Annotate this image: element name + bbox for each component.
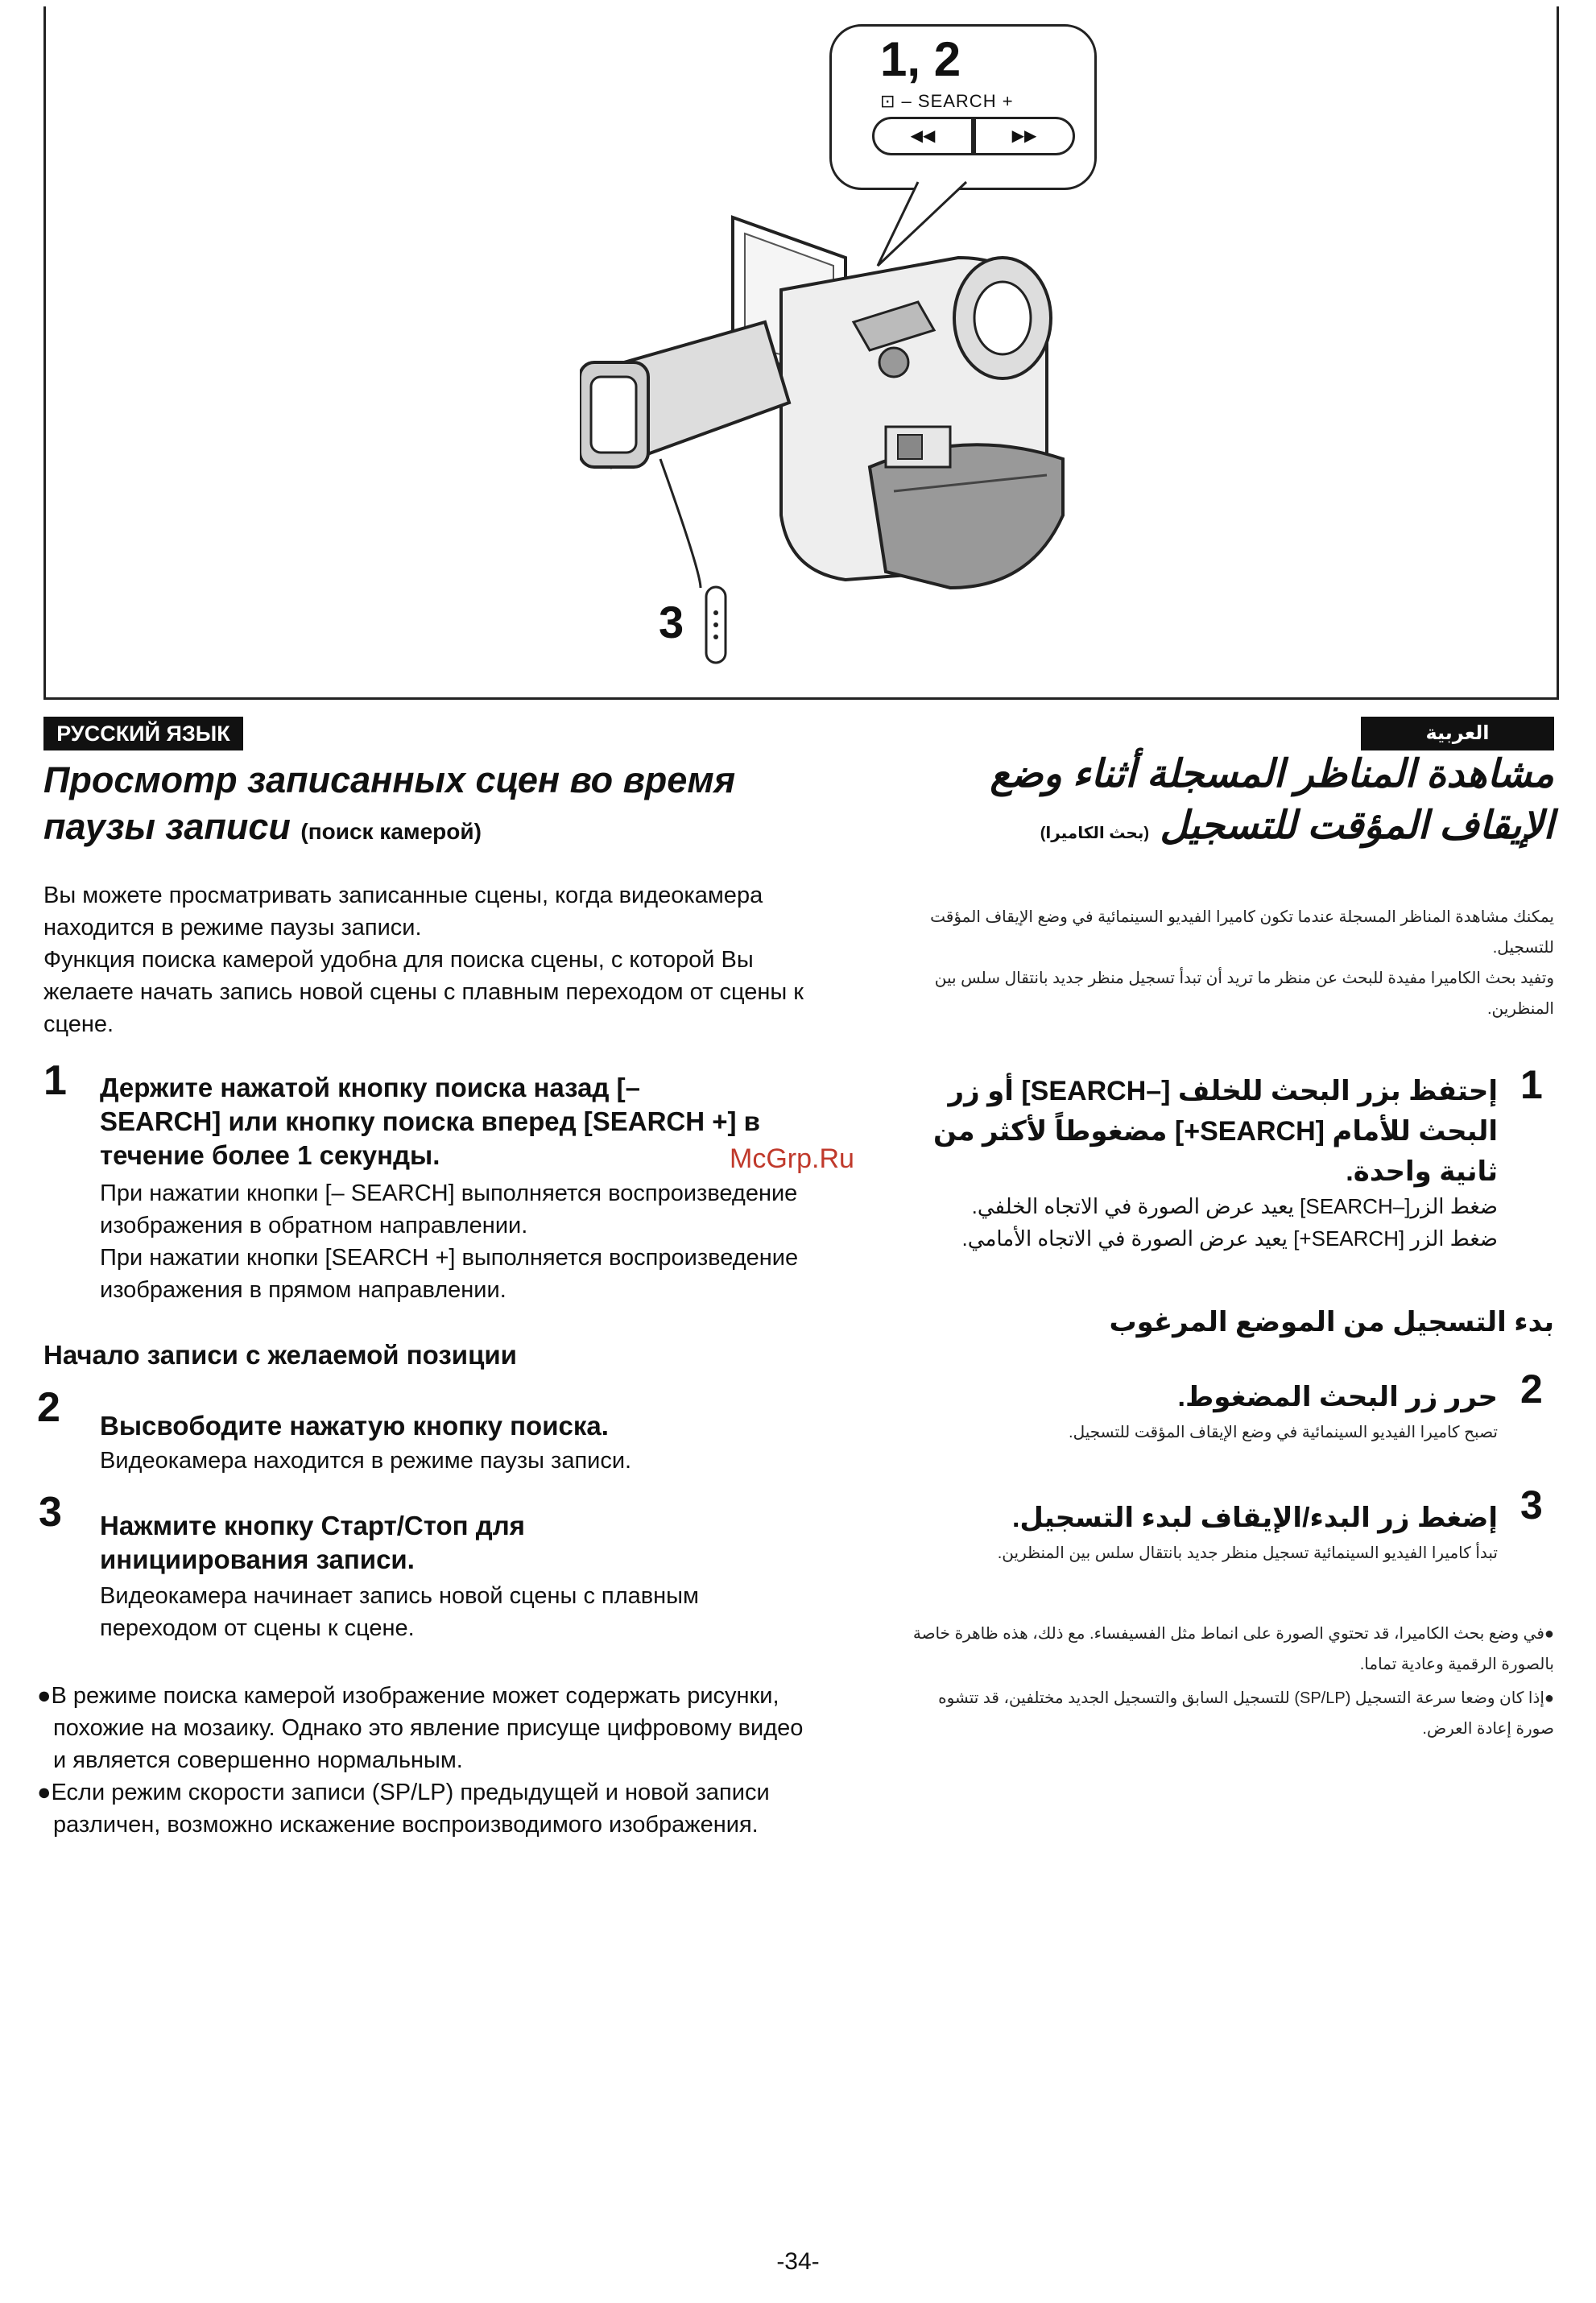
ru-note-item: ●В режиме поиска камерой изображение может содержать рисунки, похожие на мозаику. Однако это явление присуще цифровому видео и является совершенно нормальным. [37, 1683, 804, 1773]
ru-step1-heading: Держите нажатой кнопку поиска назад [– SEARCH] или кнопку поиска вперед [SEARCH +] в течение более 1 секунды. [100, 1073, 760, 1170]
start-stop-button-icon [704, 585, 728, 665]
ru-intro [43, 879, 817, 1040]
ar-step1-heading: إحتفظ بزر البحث للخلف [–SEARCH] أو زر البحث للأمام [SEARCH+] مضغوطاً لأكثر من ثانية واحدة. [932, 1076, 1498, 1187]
ru-step1-body [100, 1177, 825, 1306]
ar-subheading: بدء التسجيل من الموضع المرغوب [1109, 1307, 1554, 1338]
ar-step-number: 3 [1520, 1482, 1543, 1528]
arabic-language-tab: العربية [1361, 717, 1554, 750]
ar-note-item: ●في وضع بحث الكاميرا، قد تحتوي الصورة على انماط مثل الفسيفساء. مع ذلك، هذه ظاهرة خاصة بالصورة الرقمية وعادية تماما. [912, 1625, 1554, 1673]
ru-step3-heading: Нажмите кнопку Старт/Стоп для инициирования записи. [100, 1511, 525, 1574]
callout-step-number: 1, 2 [880, 32, 961, 86]
ru-page-title [43, 757, 800, 855]
ar-step1-body [902, 1190, 1498, 1255]
ru-title-sub: (поиск камерой) [300, 819, 482, 844]
search-forward-button: ▶▶ [974, 117, 1075, 155]
ru-step1-text: При нажатии кнопки [– SEARCH] выполняется воспроизведение изображения в обратном направлении. [100, 1180, 798, 1238]
ar-intro-paragraph: وتفيد بحث الكاميرا مفيدة للبحث عن منظر ما تريد أن تبدأ تسجيل منظر جديد بانتقال سلس بين المنظرين. [934, 970, 1554, 1018]
ar-step2-body: تصبح كاميرا الفيديو السينمائية في وضع الإيقاف المؤقت للتسجيل. [1069, 1424, 1498, 1441]
ru-step-number: 1 [43, 1057, 67, 1104]
ar-note-item: ●إذا كان وضعا سرعة التسجيل (SP/LP) للتسجيل السابق والتسجيل الجديد مختلفين، قد تتشوه صورة إعادة العرض. [938, 1689, 1554, 1738]
ru-notes [37, 1680, 818, 1841]
ru-note-item: ●Если режим скорости записи (SP/LP) предыдущей и новой записи различен, возможно искажение воспроизводимого изображения. [37, 1780, 770, 1838]
start-stop-label: 3 [659, 597, 684, 647]
ru-intro-paragraph: Вы можете просматривать записанные сцены, когда видеокамера находится в режиме паузы записи. [43, 883, 763, 941]
watermark-text: McGrp.Ru [730, 1143, 854, 1174]
ar-intro-paragraph: يمكنك مشاهدة المناظر المسجلة عندما تكون كاميرا الفيديو السينمائية في وضع الإيقاف المؤقت للتسجيل. [930, 908, 1554, 957]
ar-title-line-2 [854, 800, 1554, 859]
ar-page-title [854, 749, 1554, 859]
ru-step1-text: При нажатии кнопки [SEARCH +] выполняется воспроизведение изображения в прямом направлении. [100, 1245, 799, 1303]
russian-language-tab: РУССКИЙ ЯЗЫК [43, 717, 243, 750]
search-rewind-button: ◀◀ [872, 117, 974, 155]
ru-title-text: Просмотр записанных сцен во время паузы записи [43, 759, 736, 847]
page-number: -34- [776, 2248, 820, 2275]
ar-step3-heading: إضغط زر البدء/الإيقاف لبدء التسجيل. [1011, 1503, 1498, 1533]
ar-intro [886, 902, 1554, 1024]
ar-notes [902, 1619, 1554, 1747]
ru-step2-heading: Высвободите нажатую кнопку поиска. [100, 1411, 609, 1441]
ar-step1-text: ضغط الزر[–SEARCH] يعيد عرض الصورة في الاتجاه الخلفي. [971, 1194, 1498, 1218]
ru-step2-body: Видеокамера находится в режиме паузы записи. [100, 1448, 632, 1474]
ar-title-sub: (بحث الكاميرا) [1040, 825, 1150, 842]
ar-step-number: 2 [1520, 1367, 1543, 1412]
ru-subheading: Начало записи с желаемой позиции [43, 1340, 517, 1370]
ru-intro-paragraph: Функция поиска камерой удобна для поиска сцены, с которой Вы желаете начать запись новой сцены с плавным переходом от сцены к сцене. [43, 947, 804, 1037]
camcorder-drawing-icon [580, 169, 1079, 636]
ar-step3-body: تبدأ كاميرا الفيديو السينمائية تسجيل منظر جديد بانتقال سلس بين المنظرين. [997, 1544, 1498, 1562]
ru-step-number: 2 [37, 1384, 60, 1431]
ar-step2-heading: حرر زر البحث المضغوط. [1177, 1382, 1498, 1412]
ar-step1-text: ضغط الزر [SEARCH+] يعيد عرض الصورة في الاتجاه الأمامي. [961, 1226, 1498, 1251]
search-label: ⊡ – SEARCH + [880, 91, 1014, 111]
ar-title-line: الإيقاف المؤقت للتسجيل [1160, 804, 1554, 847]
ru-step-number: 3 [39, 1489, 62, 1536]
ar-step-number: 1 [1520, 1062, 1543, 1107]
ru-step3-body: Видеокамера начинает запись новой сцены с плавным переходом от сцены к сцене. [100, 1583, 699, 1641]
ar-title-line: مشاهدة المناظر المسجلة أثناء وضع [990, 753, 1554, 796]
